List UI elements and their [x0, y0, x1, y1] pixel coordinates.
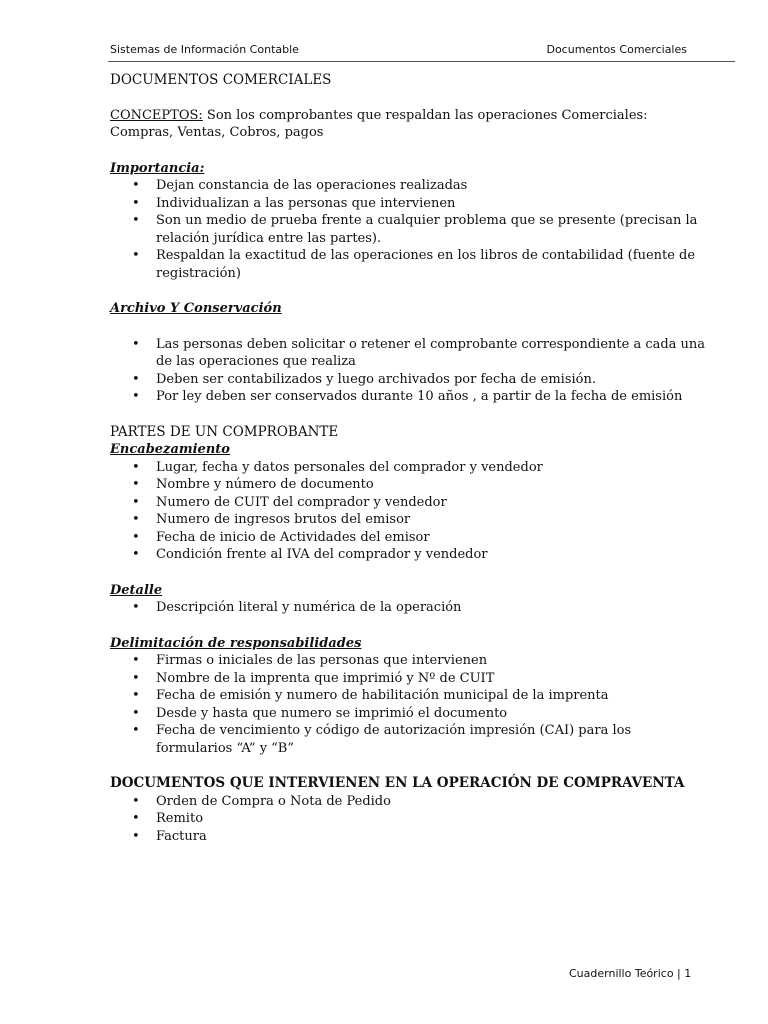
list-item: • Por ley deben ser conservados durante 10 años , a partir de la fecha de emisión — [110, 388, 710, 406]
document-body — [110, 72, 710, 845]
list-item: • Lugar, fecha y datos personales del comprador y vendedor — [110, 459, 710, 477]
list-item: • Individualizan a las personas que intervienen — [110, 195, 710, 213]
list-item: • Descripción literal y numérica de la operación — [110, 599, 710, 617]
compraventa-list — [110, 793, 710, 846]
list-item: • Fecha de vencimiento y código de autorización impresión (CAI) para los formularios “A” y “B” — [110, 722, 710, 757]
list-item: • Las personas deben solicitar o retener el comprobante correspondiente a cada una de las operaciones que realiza — [110, 336, 710, 371]
page-footer: Cuadernillo Teórico | 1 — [569, 967, 692, 980]
list-item: • Factura — [110, 828, 710, 846]
list-item: • Fecha de inicio de Actividades del emisor — [110, 529, 710, 547]
list-item: • Son un medio de prueba frente a cualquier problema que se presente (precisan la relación jurídica entre las partes). — [110, 212, 710, 247]
compraventa-title: DOCUMENTOS QUE INTERVIENEN EN LA OPERACIÓN DE COMPRAVENTA — [110, 775, 685, 791]
list-item: • Nombre de la imprenta que imprimió y Nº de CUIT — [110, 670, 710, 688]
delimitacion-heading: Delimitación de responsabilidades — [110, 635, 362, 651]
header-divider — [108, 61, 735, 62]
list-item: • Firmas o iniciales de las personas que intervienen — [110, 652, 710, 670]
list-item: • Nombre y número de documento — [110, 476, 710, 494]
delimitacion-list — [110, 652, 710, 757]
list-item: • Dejan constancia de las operaciones realizadas — [110, 177, 710, 195]
encabezamiento-list — [110, 459, 710, 564]
header-left-text: Sistemas de Información Contable — [110, 43, 299, 56]
list-item: • Numero de CUIT del comprador y vendedor — [110, 494, 710, 512]
detalle-list — [110, 599, 710, 617]
list-item: • Deben ser contabilizados y luego archivados por fecha de emisión. — [110, 371, 710, 389]
list-item: • Desde y hasta que numero se imprimió el documento — [110, 705, 710, 723]
list-item: • Condición frente al IVA del comprador y vendedor — [110, 546, 710, 564]
concepts-label: CONCEPTOS: — [110, 107, 203, 123]
importancia-heading: Importancia: — [110, 160, 205, 176]
list-item: • Remito — [110, 810, 710, 828]
archivo-list — [110, 336, 710, 406]
list-item: • Orden de Compra o Nota de Pedido — [110, 793, 710, 811]
encabezamiento-heading: Encabezamiento — [110, 442, 230, 457]
list-item: • Fecha de emisión y numero de habilitación municipal de la imprenta — [110, 687, 710, 705]
archivo-heading: Archivo Y Conservación — [110, 301, 282, 316]
concepts-paragraph — [110, 107, 710, 142]
partes-title: PARTES DE UN COMPROBANTE — [110, 423, 339, 440]
concepts-text: Son los comprobantes que respaldan las operaciones Comerciales: Compras, Ventas, Cobros, pagos — [110, 107, 648, 140]
header-right-text: Documentos Comerciales — [546, 43, 687, 56]
list-item: • Numero de ingresos brutos del emisor — [110, 511, 710, 529]
list-item: • Respaldan la exactitud de las operaciones en los libros de contabilidad (fuente de registración) — [110, 247, 710, 282]
detalle-heading: Detalle — [110, 582, 163, 598]
importancia-list — [110, 177, 710, 282]
document-title: DOCUMENTOS COMERCIALES — [110, 72, 332, 88]
